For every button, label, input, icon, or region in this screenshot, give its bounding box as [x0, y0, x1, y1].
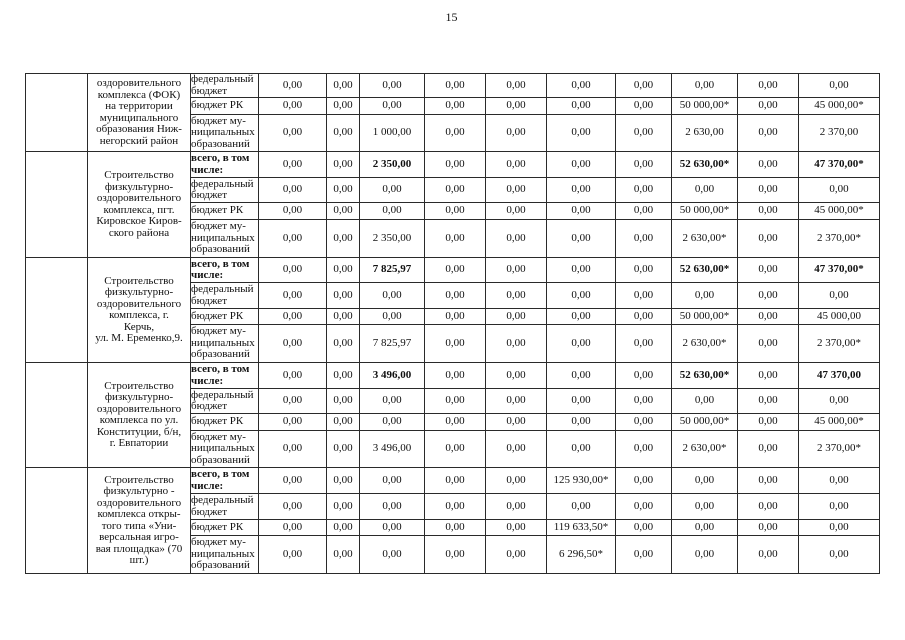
row-number-cell [26, 363, 88, 468]
value-cell: 47 370,00* [799, 152, 880, 178]
value-cell: 0,00 [327, 178, 360, 203]
value-cell: 0,00 [327, 414, 360, 431]
project-name-cell: Строительство физкультурно- оздоровительного комплекса, г. Керчь, ул. М. Еременко,9. [88, 258, 191, 363]
value-cell: 0,00 [616, 98, 672, 115]
value-cell: 0,00 [259, 283, 327, 309]
value-cell: 0,00 [672, 74, 738, 98]
value-cell: 0,00 [486, 74, 547, 98]
value-cell: 0,00 [616, 283, 672, 309]
funding-source-cell: бюджет му- ниципальных образований [191, 115, 259, 152]
value-cell: 0,00 [425, 325, 486, 363]
value-cell: 0,00 [259, 520, 327, 536]
value-cell: 2 370,00 [799, 115, 880, 152]
table-row [26, 363, 880, 389]
value-cell: 0,00 [672, 468, 738, 494]
value-cell: 0,00 [486, 431, 547, 468]
value-cell: 0,00 [616, 178, 672, 203]
value-cell: 45 000,00 [799, 309, 880, 325]
value-cell: 0,00 [360, 74, 425, 98]
value-cell: 0,00 [259, 414, 327, 431]
funding-source-cell: бюджет РК [191, 520, 259, 536]
value-cell: 0,00 [738, 203, 799, 220]
value-cell: 47 370,00* [799, 258, 880, 283]
value-cell: 0,00 [327, 74, 360, 98]
value-cell: 0,00 [616, 431, 672, 468]
value-cell: 0,00 [486, 494, 547, 520]
funding-source-cell: бюджет му- ниципальных образований [191, 325, 259, 363]
value-cell: 0,00 [259, 325, 327, 363]
value-cell: 0,00 [327, 203, 360, 220]
value-cell: 0,00 [259, 98, 327, 115]
value-cell: 0,00 [547, 494, 616, 520]
value-cell: 0,00 [738, 258, 799, 283]
value-cell: 50 000,00* [672, 203, 738, 220]
funding-source-cell: всего, в том числе: [191, 258, 259, 283]
value-cell: 119 633,50* [547, 520, 616, 536]
value-cell: 0,00 [738, 152, 799, 178]
value-cell: 0,00 [547, 325, 616, 363]
value-cell: 47 370,00 [799, 363, 880, 389]
value-cell: 0,00 [486, 258, 547, 283]
value-cell: 0,00 [738, 431, 799, 468]
value-cell: 0,00 [425, 220, 486, 258]
value-cell: 0,00 [327, 363, 360, 389]
value-cell: 0,00 [486, 98, 547, 115]
project-name-cell: оздоровительного комплекса (ФОК) на территории муниципального образования Ниж- негорский район [88, 74, 191, 152]
budget-table [25, 73, 880, 574]
value-cell: 0,00 [327, 325, 360, 363]
value-cell: 45 000,00* [799, 203, 880, 220]
value-cell: 0,00 [327, 115, 360, 152]
value-cell: 0,00 [360, 536, 425, 574]
funding-source-cell: федеральный бюджет [191, 74, 259, 98]
value-cell: 2 630,00 [672, 115, 738, 152]
value-cell: 0,00 [616, 309, 672, 325]
value-cell: 0,00 [425, 98, 486, 115]
value-cell: 50 000,00* [672, 309, 738, 325]
value-cell: 0,00 [425, 363, 486, 389]
value-cell: 0,00 [616, 520, 672, 536]
value-cell: 0,00 [616, 258, 672, 283]
table-row [26, 74, 880, 98]
funding-source-cell: бюджет му- ниципальных образований [191, 220, 259, 258]
row-number-cell [26, 152, 88, 258]
value-cell: 0,00 [486, 309, 547, 325]
value-cell: 0,00 [486, 389, 547, 414]
value-cell: 0,00 [425, 414, 486, 431]
value-cell: 0,00 [738, 74, 799, 98]
value-cell: 0,00 [486, 283, 547, 309]
value-cell: 0,00 [738, 98, 799, 115]
value-cell: 2 630,00* [672, 431, 738, 468]
value-cell: 0,00 [616, 414, 672, 431]
value-cell: 0,00 [799, 494, 880, 520]
value-cell: 45 000,00* [799, 98, 880, 115]
funding-source-cell: федеральный бюджет [191, 283, 259, 309]
value-cell: 0,00 [799, 389, 880, 414]
value-cell: 0,00 [738, 520, 799, 536]
value-cell: 0,00 [547, 203, 616, 220]
value-cell: 0,00 [259, 74, 327, 98]
table-row [26, 468, 880, 494]
value-cell: 2 370,00* [799, 220, 880, 258]
funding-source-cell: всего, в том числе: [191, 363, 259, 389]
value-cell: 0,00 [616, 152, 672, 178]
value-cell: 0,00 [547, 414, 616, 431]
value-cell: 0,00 [547, 152, 616, 178]
value-cell: 0,00 [327, 494, 360, 520]
value-cell: 2 350,00 [360, 152, 425, 178]
value-cell: 0,00 [672, 178, 738, 203]
value-cell: 0,00 [327, 431, 360, 468]
value-cell: 0,00 [799, 283, 880, 309]
project-name-cell: Строительство физкультурно- оздоровительного комплекса по ул. Конституции, б/н, г. Евпатории [88, 363, 191, 468]
value-cell: 0,00 [616, 325, 672, 363]
value-cell: 0,00 [672, 389, 738, 414]
value-cell: 0,00 [425, 115, 486, 152]
value-cell: 0,00 [486, 325, 547, 363]
value-cell: 0,00 [327, 283, 360, 309]
value-cell: 0,00 [547, 309, 616, 325]
project-name-cell: Строительство физкультурно- оздоровительного комплекса, пгт. Кировское Киров- ского района [88, 152, 191, 258]
value-cell: 0,00 [616, 536, 672, 574]
value-cell: 0,00 [547, 115, 616, 152]
value-cell: 0,00 [672, 494, 738, 520]
funding-source-cell: бюджет РК [191, 203, 259, 220]
value-cell: 45 000,00* [799, 414, 880, 431]
value-cell: 0,00 [799, 536, 880, 574]
value-cell: 0,00 [259, 363, 327, 389]
value-cell: 3 496,00 [360, 363, 425, 389]
value-cell: 7 825,97 [360, 258, 425, 283]
value-cell: 0,00 [486, 363, 547, 389]
value-cell: 0,00 [486, 220, 547, 258]
value-cell: 0,00 [616, 74, 672, 98]
value-cell: 0,00 [738, 115, 799, 152]
value-cell: 0,00 [672, 536, 738, 574]
value-cell: 0,00 [327, 98, 360, 115]
value-cell: 0,00 [259, 178, 327, 203]
funding-source-cell: федеральный бюджет [191, 178, 259, 203]
value-cell: 52 630,00* [672, 363, 738, 389]
value-cell: 0,00 [616, 203, 672, 220]
value-cell: 0,00 [616, 389, 672, 414]
funding-source-cell: бюджет РК [191, 309, 259, 325]
value-cell: 0,00 [259, 258, 327, 283]
value-cell: 0,00 [259, 494, 327, 520]
table-row [26, 258, 880, 283]
value-cell: 0,00 [259, 220, 327, 258]
value-cell: 0,00 [360, 494, 425, 520]
value-cell: 0,00 [425, 283, 486, 309]
budget-table-body [26, 74, 880, 574]
value-cell: 0,00 [360, 98, 425, 115]
project-name-cell: Строительство физкультурно - оздоровительного комплекса откры- того типа «Уни- версальная игро- вая площадка» (70 шт.) [88, 468, 191, 574]
value-cell: 0,00 [259, 431, 327, 468]
value-cell: 0,00 [425, 494, 486, 520]
value-cell: 0,00 [360, 178, 425, 203]
value-cell: 0,00 [799, 74, 880, 98]
value-cell: 125 930,00* [547, 468, 616, 494]
funding-source-cell: всего, в том числе: [191, 152, 259, 178]
value-cell: 0,00 [738, 389, 799, 414]
funding-source-cell: федеральный бюджет [191, 389, 259, 414]
value-cell: 0,00 [672, 283, 738, 309]
value-cell: 0,00 [738, 325, 799, 363]
value-cell: 0,00 [327, 152, 360, 178]
value-cell: 0,00 [547, 431, 616, 468]
value-cell: 0,00 [616, 115, 672, 152]
value-cell: 0,00 [425, 152, 486, 178]
value-cell: 0,00 [738, 363, 799, 389]
value-cell: 0,00 [360, 468, 425, 494]
value-cell: 2 630,00* [672, 220, 738, 258]
funding-source-cell: бюджет РК [191, 414, 259, 431]
value-cell: 0,00 [547, 389, 616, 414]
funding-source-cell: бюджет му- ниципальных образований [191, 536, 259, 574]
value-cell: 0,00 [259, 309, 327, 325]
value-cell: 0,00 [738, 536, 799, 574]
value-cell: 0,00 [360, 203, 425, 220]
value-cell: 2 370,00* [799, 431, 880, 468]
value-cell: 0,00 [738, 220, 799, 258]
page-number: 15 [445, 10, 458, 24]
value-cell: 50 000,00* [672, 414, 738, 431]
value-cell: 0,00 [327, 536, 360, 574]
value-cell: 0,00 [259, 115, 327, 152]
value-cell: 0,00 [486, 115, 547, 152]
value-cell: 0,00 [547, 258, 616, 283]
value-cell: 0,00 [547, 178, 616, 203]
value-cell: 0,00 [327, 258, 360, 283]
value-cell: 52 630,00* [672, 152, 738, 178]
value-cell: 6 296,50* [547, 536, 616, 574]
value-cell: 0,00 [486, 152, 547, 178]
value-cell: 0,00 [547, 283, 616, 309]
value-cell: 0,00 [799, 520, 880, 536]
value-cell: 0,00 [327, 520, 360, 536]
value-cell: 0,00 [547, 98, 616, 115]
value-cell: 0,00 [738, 283, 799, 309]
value-cell: 0,00 [672, 520, 738, 536]
value-cell: 0,00 [425, 178, 486, 203]
value-cell: 0,00 [360, 309, 425, 325]
value-cell: 0,00 [738, 468, 799, 494]
value-cell: 0,00 [547, 220, 616, 258]
value-cell: 0,00 [259, 389, 327, 414]
table-row [26, 152, 880, 178]
value-cell: 0,00 [486, 468, 547, 494]
value-cell: 2 350,00 [360, 220, 425, 258]
value-cell: 0,00 [327, 220, 360, 258]
value-cell: 50 000,00* [672, 98, 738, 115]
value-cell: 0,00 [259, 536, 327, 574]
value-cell: 0,00 [616, 363, 672, 389]
funding-source-cell: бюджет му- ниципальных образований [191, 431, 259, 468]
value-cell: 0,00 [425, 468, 486, 494]
value-cell: 0,00 [360, 283, 425, 309]
value-cell: 0,00 [327, 468, 360, 494]
value-cell: 0,00 [360, 520, 425, 536]
value-cell: 0,00 [547, 363, 616, 389]
value-cell: 3 496,00 [360, 431, 425, 468]
row-number-cell [26, 258, 88, 363]
value-cell: 1 000,00 [360, 115, 425, 152]
value-cell: 2 370,00* [799, 325, 880, 363]
value-cell: 0,00 [327, 309, 360, 325]
row-number-cell [26, 74, 88, 152]
value-cell: 0,00 [425, 520, 486, 536]
value-cell: 0,00 [425, 431, 486, 468]
value-cell: 7 825,97 [360, 325, 425, 363]
value-cell: 0,00 [425, 74, 486, 98]
funding-source-cell: всего, в том числе: [191, 468, 259, 494]
value-cell: 0,00 [616, 494, 672, 520]
value-cell: 0,00 [616, 220, 672, 258]
value-cell: 0,00 [486, 520, 547, 536]
value-cell: 0,00 [425, 309, 486, 325]
value-cell: 0,00 [360, 389, 425, 414]
value-cell: 0,00 [327, 389, 360, 414]
value-cell: 2 630,00* [672, 325, 738, 363]
value-cell: 0,00 [738, 178, 799, 203]
value-cell: 0,00 [486, 414, 547, 431]
value-cell: 0,00 [425, 389, 486, 414]
value-cell: 0,00 [547, 74, 616, 98]
value-cell: 0,00 [259, 203, 327, 220]
value-cell: 0,00 [799, 178, 880, 203]
value-cell: 0,00 [360, 414, 425, 431]
value-cell: 0,00 [425, 203, 486, 220]
funding-source-cell: федеральный бюджет [191, 494, 259, 520]
value-cell: 0,00 [425, 536, 486, 574]
value-cell: 0,00 [486, 536, 547, 574]
value-cell: 52 630,00* [672, 258, 738, 283]
value-cell: 0,00 [799, 468, 880, 494]
value-cell: 0,00 [259, 152, 327, 178]
value-cell: 0,00 [259, 468, 327, 494]
value-cell: 0,00 [616, 468, 672, 494]
value-cell: 0,00 [738, 414, 799, 431]
value-cell: 0,00 [486, 178, 547, 203]
value-cell: 0,00 [486, 203, 547, 220]
row-number-cell [26, 468, 88, 574]
value-cell: 0,00 [738, 309, 799, 325]
value-cell: 0,00 [425, 258, 486, 283]
value-cell: 0,00 [738, 494, 799, 520]
funding-source-cell: бюджет РК [191, 98, 259, 115]
